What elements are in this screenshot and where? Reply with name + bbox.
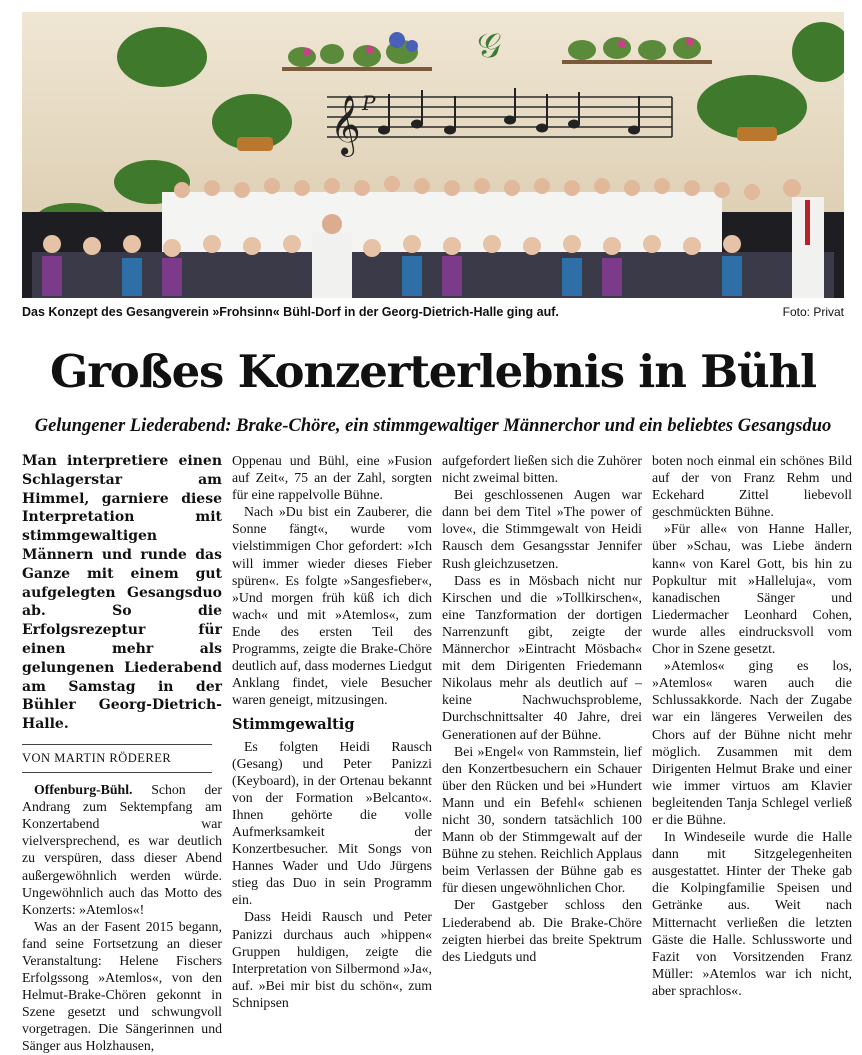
article-headline: Großes Konzerterlebnis in Bühl [50,345,816,398]
paragraph: boten noch einmal ein schönes Bild auf der von Franz Rehm und Eckehard Zittel liebevoll geschmückten Bühne. [652,453,852,520]
article-lead: Man interpretiere einen Schlagerstar am Himmel, garniere diese Interpretation mit stimmgewaltigen Männern und runde das Ganze mit einem gut aufgelegten Gesangsduo ab. So die Erfolgsrezeptur für einen mehr als gelungenen Liederabend am Samstag in der Bühler Georg-Dietrich-Halle. [22,453,222,733]
dateline: Offenburg-Bühl. [34,782,133,798]
paragraph: Offenburg-Bühl. Schon der Andrang zum Sektempfang am Konzertabend war vielversprechend, es war deutlich zu verspüren, dass dieser Abend außergewöhnlich werden würde. Ungewöhnlich auch das Motto des Konzerts: »Atemlos«! [22,782,222,917]
photo-credit: Foto: Privat [782,305,844,319]
column-2 [232,452,432,1011]
paragraph: Dass es in Mösbach nicht nur Kirschen und die »Tollkirschen«, eine Tanzformation der dortigen Narrenzunft gibt, zeigte der Männerchor »Eintracht Mösbach« mit dem Dirigenten Friedemann Nikolaus mehr als deutlich auf – keine Nachwuchsprobleme, Durchschnittsalter 40 Jahre, drei Generationen auf der Bühne. [442,572,642,742]
paragraph: In Windeseile wurde die Halle dann mit Sitzgelegenheiten ausgestattet. Hinter der Theke gab die Kolpingfamilie Speisen und Getränke aus. Weit nach Mitternacht verließen die letzten Gäste die Halle. Schlussworte und Fazit von Vorsitzenden Franz Müller: »Atemlos war ich nicht, aber sprachlos«. [652,829,852,998]
choir-photo [22,12,844,298]
choir-photo-illustration [22,12,844,298]
paragraph: »Atemlos« ging es los, »Atemlos« waren auch die Schlussakkorde. Nach der Zugabe war ein längeres Verweilen des Chors auf der Bühne nicht mehr möglich. Zusammen mit dem Dirigenten Helmut Brake und einer wie immer virtuos am Klavier begleitenden Tanja Schlegel verließ er die Bühne. [652,658,852,827]
paragraph: Bei »Engel« von Rammstein, lief den Konzertbesuchern ein Schauer über den Rücken und bei »Hundert Mann und ein Befehl« schienen nicht 30, sondern tatsächlich 100 Mann ob der Stimmgewalt auf der Bühne zu stehen. Reichlich Applaus beim Verlassen der Bühne gab es für diesen ungewöhnlichen Chor. [442,743,642,896]
paragraph: Es folgten Heidi Rausch (Gesang) und Peter Panizzi (Keyboard), in der Ortenau bekannt von der Formation »Belcanto«. Ihnen gehörte die volle Aufmerksamkeit der Konzertbesucher. Mit Songs von Hannes Wader und Udo Jürgens stieg das Duo in sein Programm ein. [232,738,432,908]
byline-rule [22,772,212,773]
column-1 [22,452,222,1055]
paragraph: Der Gastgeber schloss den Liederabend ab. Die Brake-Chöre zeigten hierbei das breite Spektrum des Liedguts und [442,897,642,964]
paragraph: Was an der Fasent 2015 begann, fand seine Fortsetzung an dieser Veranstaltung: Helene Fischers Erfolgssong »Atemlos«, von den Helmut-Brake-Chören gekonnt in Szene gesetzt und schwungvoll vorgetragen. Die Sängerinnen und Sänger aus Holzhausen, [22,918,222,1054]
svg-text:P: P [362,91,376,115]
paragraph: Bei geschlossenen Augen war dann bei dem Titel »The power of love«, die Stimmgewalt von Heidi Rausch dem Gesangsstar Jennifer Rush gleichzusetzen. [442,487,642,571]
column-3 [442,452,642,965]
paragraph: Dass Heidi Rausch und Peter Panizzi durchaus auch »hippen« Gruppen huldigen, zeigte die Interpretation von Silbermond »Ja«, auf. »Bei mir bist du schön«, zum Schnipsen [232,909,432,1010]
photo-caption [22,305,844,323]
article-subheadline: Gelungener Liederabend: Brake-Chöre, ein stimmgewaltiger Männerchor und ein beliebtes Gesangsduo [34,416,832,436]
svg-text:𝄞: 𝄞 [330,95,361,155]
section-subheading: Stimmgewaltig [232,716,355,734]
caption-text: Das Konzept des Gesangverein »Frohsinn« Bühl-Dorf in der Georg-Dietrich-Halle ging auf. [22,305,559,319]
column-4 [652,452,852,999]
byline: VON MARTIN RÖDERER [22,744,212,767]
paragraph: aufgefordert ließen sich die Zuhörer nicht zweimal bitten. [442,453,642,486]
paragraph: »Für alle« von Hanne Haller, über »Schau, was Liebe ändern kann« von Karel Gott, bis hin zu Popkultur mit »Halleluja«, vom kanadischen Sänger und Liedermacher Leonhard Cohen, wurde alles eindrucksvoll vom Chor in Szene gesetzt. [652,521,852,657]
paragraph: Nach »Du bist ein Zauberer, die Sonne fängt«, wurde vom vielstimmigen Chor gefordert: »Ich will immer wieder dieses Fieber spüren«. Es folgte »Sangesfieber«, »Und morgen früh küß ich dich wach« und mit »Atemlos«, zum Ende des ersten Teil des Programms, zeigte die Brake-Chöre deutlich auf, dass modernes Liedgut Anklang findet, viele Besucher waren geneigt, mitzusingen. [232,504,432,708]
choir-logo-icon: 𝒢 [477,26,502,66]
paragraph: Oppenau und Bühl, eine »Fusion auf Zeit«, 75 an der Zahl, sorgten für eine rappelvolle Bühne. [232,453,432,503]
article-body [0,452,862,1054]
